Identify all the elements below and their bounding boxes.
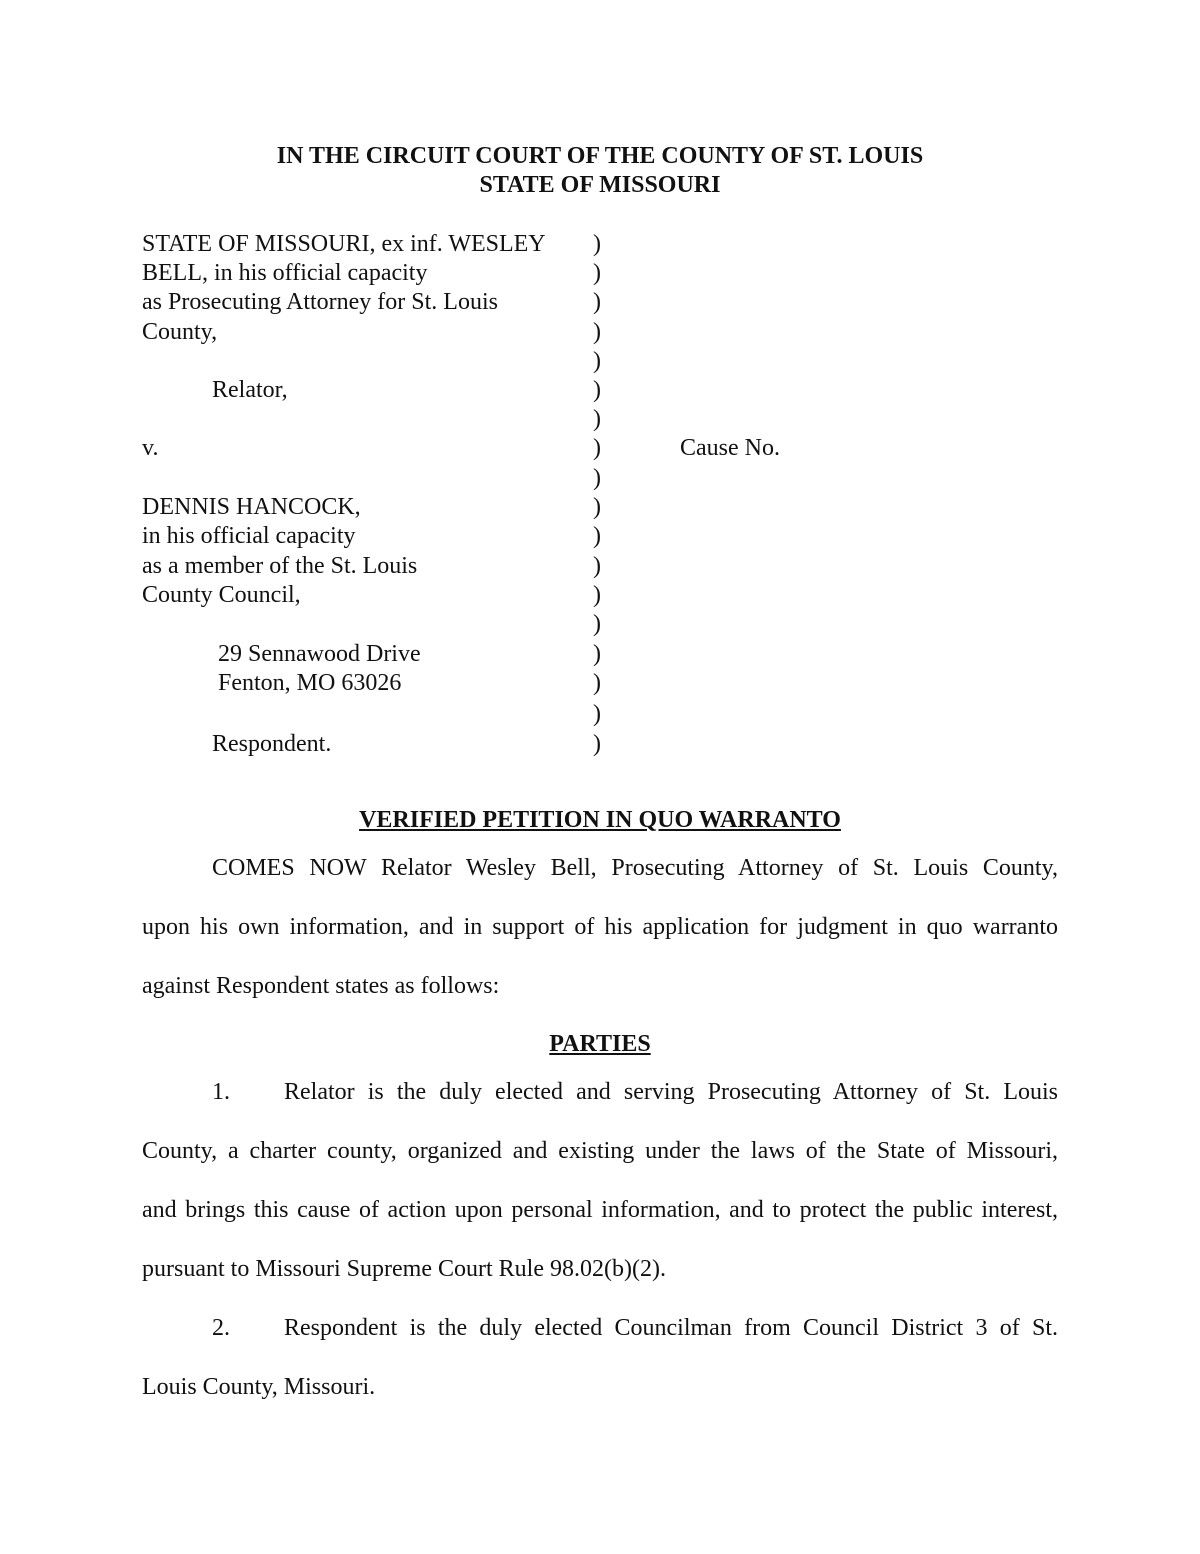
caption-paren: )	[593, 611, 601, 637]
caption-paren: )	[593, 670, 601, 696]
relator-line: as Prosecuting Attorney for St. Louis	[142, 289, 498, 315]
cause-number-label: Cause No.	[680, 435, 780, 461]
address-line: 29 Sennawood Drive	[218, 641, 421, 667]
versus-label: v.	[142, 435, 159, 461]
section-heading-parties: PARTIES	[549, 1031, 651, 1057]
relator-line: BELL, in his official capacity	[142, 260, 428, 286]
court-heading	[0, 142, 1200, 200]
relator-line: County,	[142, 319, 218, 345]
respondent-line: County Council,	[142, 582, 301, 608]
caption-paren: )	[593, 406, 601, 432]
caption-paren: )	[593, 553, 601, 579]
caption-paren: )	[593, 289, 601, 315]
court-heading-line-2: STATE OF MISSOURI	[479, 172, 721, 198]
caption-paren: )	[593, 319, 601, 345]
respondent-line: in his official capacity	[142, 523, 356, 549]
court-heading-line-1: IN THE CIRCUIT COURT OF THE COUNTY OF ST. LOUIS	[276, 143, 924, 169]
case-caption	[142, 230, 1142, 770]
caption-paren: )	[593, 641, 601, 667]
paragraph-first-line: Respondent is the duly elected Councilman from Council District 3 of St.	[284, 1315, 1058, 1341]
relator-line: STATE OF MISSOURI, ex inf. WESLEY	[142, 231, 546, 257]
caption-paren: )	[593, 435, 601, 461]
paragraph-line: County, a charter county, organized and existing under the laws of the State of Missouri,	[142, 1138, 1058, 1164]
paragraph-line: Louis County, Missouri.	[142, 1374, 376, 1400]
caption-paren: )	[593, 231, 601, 257]
respondent-label: Respondent.	[212, 731, 332, 757]
intro-line: against Respondent states as follows:	[142, 973, 500, 999]
caption-paren: )	[593, 260, 601, 286]
paragraph-line: and brings this cause of action upon personal information, and to protect the public interest,	[142, 1197, 1058, 1223]
caption-paren: )	[593, 701, 601, 727]
paragraph-number: 1.	[212, 1079, 230, 1105]
paragraph-line: pursuant to Missouri Supreme Court Rule 98.02(b)(2).	[142, 1256, 666, 1282]
document-title: VERIFIED PETITION IN QUO WARRANTO	[359, 807, 841, 833]
caption-paren: )	[593, 348, 601, 374]
caption-paren: )	[593, 465, 601, 491]
caption-paren: )	[593, 731, 601, 757]
intro-line: upon his own information, and in support of his application for judgment in quo warranto	[142, 914, 1058, 940]
respondent-line: as a member of the St. Louis	[142, 553, 418, 579]
address-line: Fenton, MO 63026	[218, 670, 402, 696]
paragraph-first-line: Relator is the duly elected and serving Prosecuting Attorney of St. Louis	[284, 1079, 1058, 1105]
paragraph-number: 2.	[212, 1315, 230, 1341]
caption-paren: )	[593, 494, 601, 520]
relator-label: Relator,	[212, 377, 288, 403]
caption-paren: )	[593, 377, 601, 403]
respondent-line: DENNIS HANCOCK,	[142, 494, 361, 520]
intro-line: COMES NOW Relator Wesley Bell, Prosecuting Attorney of St. Louis County,	[212, 855, 1058, 881]
caption-paren: )	[593, 582, 601, 608]
caption-paren: )	[593, 523, 601, 549]
